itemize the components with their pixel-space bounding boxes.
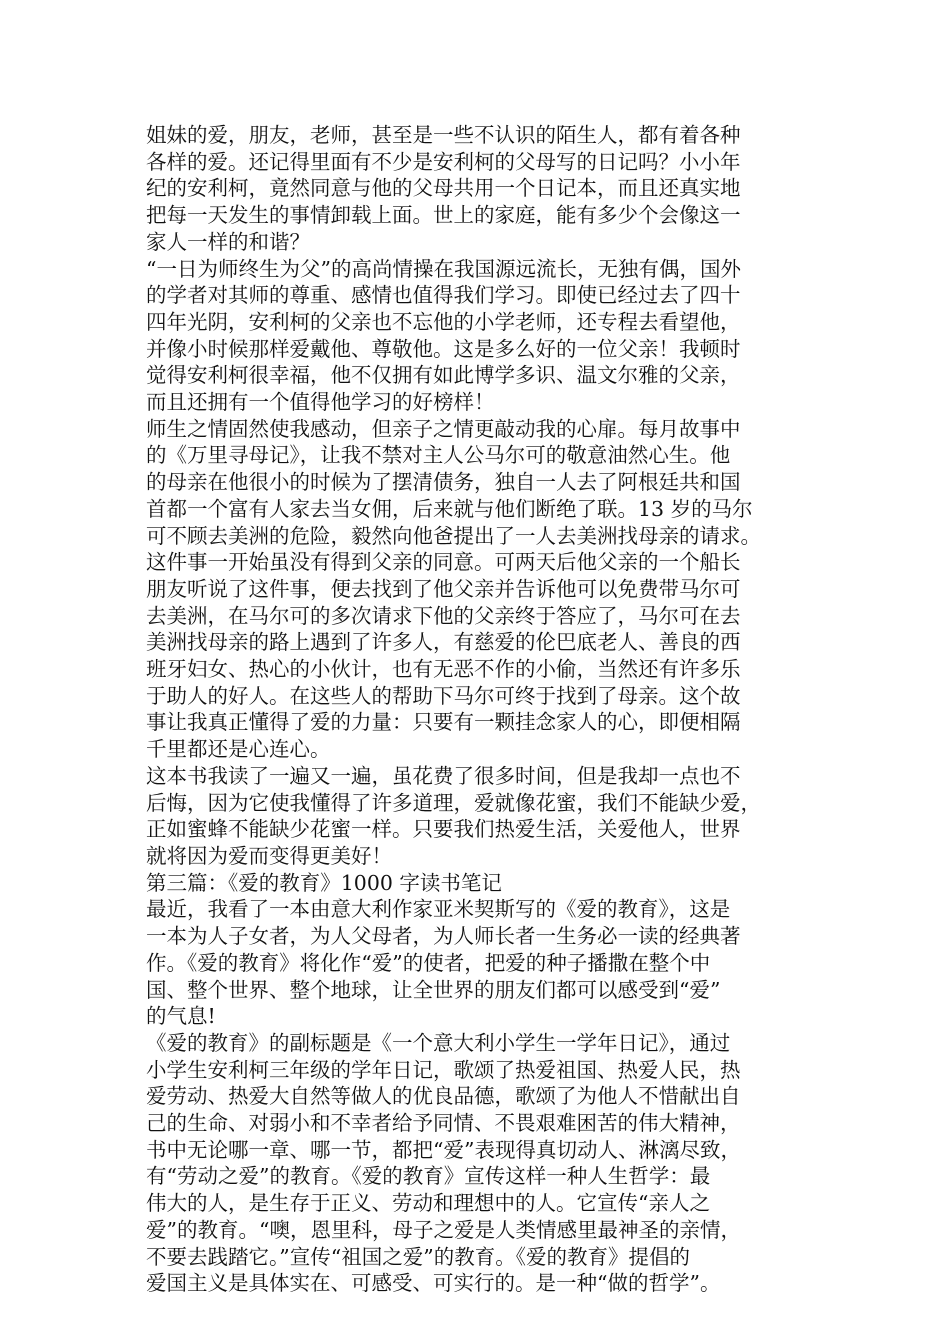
paragraph-teacher-respect: “一日为师终生为父”的高尚情操在我国源远流长，无独有偶，国外 的学者对其师的尊重、感情也值得我们学习。即使已经过去了四十 四年光阴，安利柯的父亲也不忘他的小学老师，还专程去看望他， 并像小时候那样爱戴他、尊敬他。这是多么好的一位父亲！我顿时 觉得安利柯很幸福，他不仅拥有如此博学多识、温文尔雅的父亲， 而且还拥有一个值得他学习的好榜样！: [146, 256, 741, 415]
document-body: [146, 122, 806, 1297]
paragraph-book-intro: 最近，我看了一本由意大利作家亚米契斯写的《爱的教育》，这是 一本为人子女者，为人父母者，为人师长者一生务必一读的经典著 作。《爱的教育》将化作“爱”的使者，把爱的种子播撒在整个中 国、整个世界、整个地球，让全世界的朋友们都可以感受到“爱” 的气息!: [146, 897, 741, 1029]
paragraph-mother-search-story: 师生之情固然使我感动，但亲子之情更敲动我的心扉。每月故事中 的《万里寻母记》，让我不禁对主人公马尔可的敬意油然心生。他 的母亲在他很小的时候为了摆清债务，独自一人去了阿根廷共和国 首都一个富有人家去当女佣，后来就与他们断绝了联。13 岁的马尔 可不顾去美洲的危险，毅然向他爸提出了一人去美洲找母亲的请求。 这件事一开始虽没有得到父亲的同意。可两天后他父亲的一个船长 朋友听说了这件事，便去找到了他父亲并告诉他可以免费带马尔可 去美洲，在马尔可的多次请求下他的父亲终于答应了，马尔可在去 美洲找母亲的路上遇到了许多人，有慈爱的伦巴底老人、善良的西 班牙妇女、热心的小伙计，也有无恶不作的小偷，当然还有许多乐 于助人的好人。在这些人的帮助下马尔可终于找到了母亲。这个故 事让我真正懂得了爱的力量：只要有一颗挂念家人的心，即便相隔 千里都还是心连心。: [146, 416, 761, 762]
paragraph-book-subtitle: 《爱的教育》的副标题是《一个意大利小学生一学年日记》，通过 小学生安利柯三年级的学年日记，歌颂了热爱祖国、热爱人民，热 爱劳动、热爱大自然等做人的优良品德，歌颂了为他人不惜献出自 己的生命、对弱小和不幸者给予同情、不畏艰难困苦的伟大精神， 书中无论哪一章、哪一节，都把“爱”表现得真切动人、淋漓尽致， 有“劳动之爱”的教育。《爱的教育》宣传这样一种人生哲学：最 伟大的人，是生存于正义、劳动和理想中的人。它宣传“亲人之 爱”的教育。“噢，恩里科，母子之爱是人类情感里最神圣的亲情， 不要去践踏它。”宣传“祖国之爱”的教育。《爱的教育》提倡的 爱国主义是具体实在、可感受、可实行的。是一种“做的哲学”。: [146, 1030, 741, 1296]
paragraph-reading-reflection: 这本书我读了一遍又一遍，虽花费了很多时间，但是我却一点也不 后悔，因为它使我懂得了许多道理，爱就像花蜜，我们不能缺少爱， 正如蜜蜂不能缺少花蜜一样。只要我们热爱生活，关爱他人，世界 就将因为爱而变得更美好！: [146, 763, 761, 868]
paragraph-love-varieties: 姐妹的爱，朋友，老师，甚至是一些不认识的陌生人，都有着各种 各样的爱。还记得里面有不少是安利柯的父母写的日记吗？小小年 纪的安利柯，竟然同意与他的父母共用一个日记本，而且还真实地 把每一天发生的事情卸载上面。世上的家庭，能有多少个会像这一 家人一样的和谐？: [146, 123, 741, 254]
section-heading: 第三篇：《爱的教育》1000 字读书笔记: [146, 870, 502, 895]
